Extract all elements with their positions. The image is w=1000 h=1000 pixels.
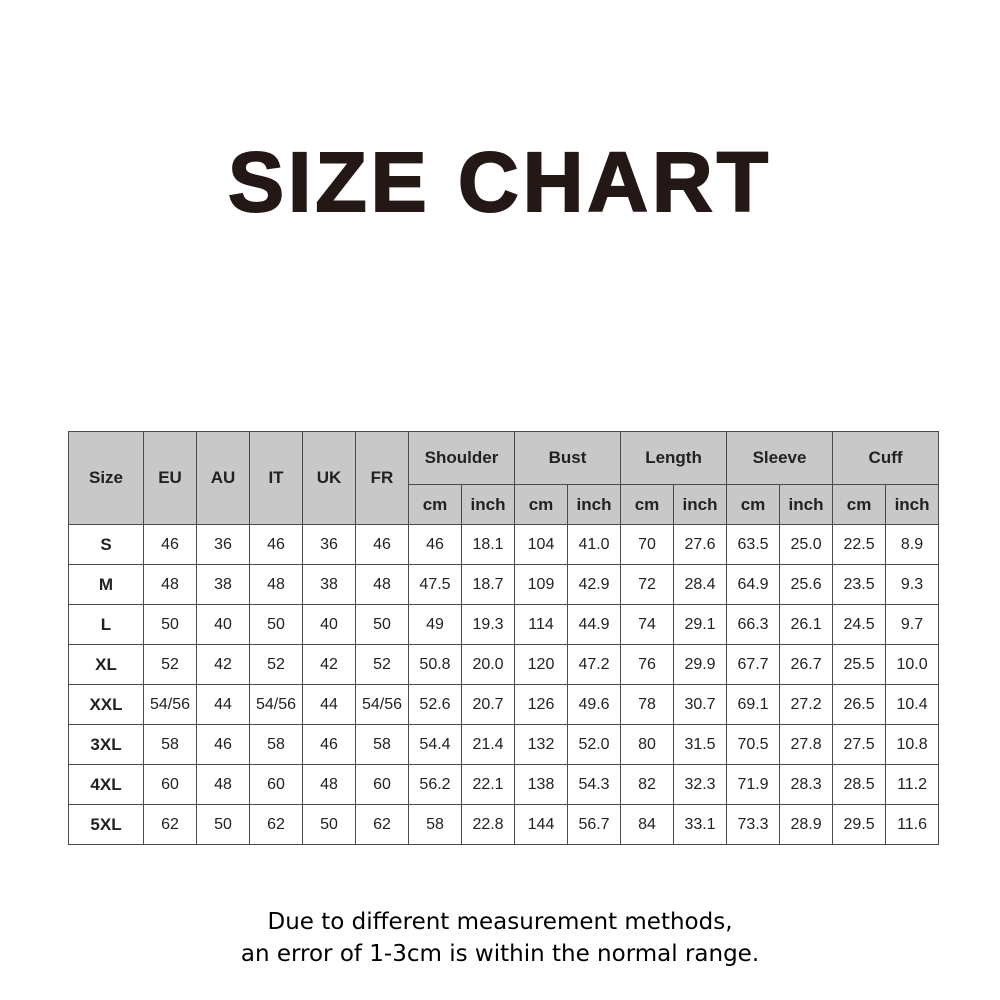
table-cell: 28.9 (780, 805, 833, 845)
table-body (69, 525, 939, 845)
table-cell: 49 (409, 605, 462, 645)
table-cell: 29.5 (833, 805, 886, 845)
unit-header-cm: cm (515, 485, 568, 525)
table-cell: 72 (621, 565, 674, 605)
table-cell: 54.3 (568, 765, 621, 805)
table-cell: 44 (197, 685, 250, 725)
table-cell: 31.5 (674, 725, 727, 765)
table-row (69, 565, 939, 605)
table-cell: 109 (515, 565, 568, 605)
table-cell: 42 (197, 645, 250, 685)
table-cell: 27.8 (780, 725, 833, 765)
table-cell: 62 (356, 805, 409, 845)
table-cell: 22.1 (462, 765, 515, 805)
table-cell: 50 (303, 805, 356, 845)
table-cell: 52 (144, 645, 197, 685)
table-cell: 46 (356, 525, 409, 565)
table-cell: 70.5 (727, 725, 780, 765)
size-cell: L (69, 605, 144, 645)
table-cell: 60 (144, 765, 197, 805)
table-cell: 120 (515, 645, 568, 685)
group-header-length: Length (621, 432, 727, 485)
unit-header-cm: cm (621, 485, 674, 525)
table-cell: 74 (621, 605, 674, 645)
table-cell: 20.0 (462, 645, 515, 685)
size-table (68, 431, 939, 845)
page-title: SIZE CHART (228, 135, 772, 229)
table-cell: 80 (621, 725, 674, 765)
size-header: Size (69, 432, 144, 525)
table-cell: 20.7 (462, 685, 515, 725)
table-cell: 52 (250, 645, 303, 685)
table-cell: 26.1 (780, 605, 833, 645)
table-cell: 10.0 (886, 645, 939, 685)
size-cell: 3XL (69, 725, 144, 765)
table-row (69, 765, 939, 805)
table-cell: 56.7 (568, 805, 621, 845)
note-line-1: Due to different measurement methods, (267, 909, 733, 935)
table-cell: 9.3 (886, 565, 939, 605)
table-cell: 54/56 (356, 685, 409, 725)
table-cell: 63.5 (727, 525, 780, 565)
measurement-note (0, 906, 1000, 970)
table-cell: 29.1 (674, 605, 727, 645)
table-cell: 28.5 (833, 765, 886, 805)
table-cell: 73.3 (727, 805, 780, 845)
table-cell: 46 (409, 525, 462, 565)
unit-header-inch: inch (568, 485, 621, 525)
table-cell: 48 (250, 565, 303, 605)
table-cell: 114 (515, 605, 568, 645)
table-cell: 104 (515, 525, 568, 565)
table-cell: 66.3 (727, 605, 780, 645)
table-cell: 36 (303, 525, 356, 565)
table-cell: 138 (515, 765, 568, 805)
group-header-cuff: Cuff (833, 432, 939, 485)
table-cell: 27.5 (833, 725, 886, 765)
table-cell: 26.7 (780, 645, 833, 685)
table-cell: 52.6 (409, 685, 462, 725)
table-cell: 144 (515, 805, 568, 845)
table-row (69, 605, 939, 645)
unit-header-inch: inch (674, 485, 727, 525)
table-cell: 54/56 (144, 685, 197, 725)
note-line-2: an error of 1-3cm is within the normal range. (240, 941, 760, 967)
table-cell: 46 (197, 725, 250, 765)
table-cell: 50.8 (409, 645, 462, 685)
table-row (69, 645, 939, 685)
table-cell: 126 (515, 685, 568, 725)
table-cell: 8.9 (886, 525, 939, 565)
table-cell: 38 (303, 565, 356, 605)
group-header-bust: Bust (515, 432, 621, 485)
table-cell: 82 (621, 765, 674, 805)
size-cell: XXL (69, 685, 144, 725)
table-cell: 47.2 (568, 645, 621, 685)
table-cell: 24.5 (833, 605, 886, 645)
region-header-fr: FR (356, 432, 409, 525)
table-cell: 48 (356, 565, 409, 605)
header-row-groups (69, 432, 939, 485)
unit-header-inch: inch (780, 485, 833, 525)
table-cell: 26.5 (833, 685, 886, 725)
table-cell: 10.4 (886, 685, 939, 725)
region-header-eu: EU (144, 432, 197, 525)
table-cell: 28.4 (674, 565, 727, 605)
table-cell: 48 (144, 565, 197, 605)
unit-header-cm: cm (727, 485, 780, 525)
table-cell: 9.7 (886, 605, 939, 645)
table-cell: 46 (303, 725, 356, 765)
size-cell: 5XL (69, 805, 144, 845)
table-cell: 71.9 (727, 765, 780, 805)
table-row (69, 525, 939, 565)
region-header-it: IT (250, 432, 303, 525)
table-cell: 84 (621, 805, 674, 845)
table-cell: 46 (144, 525, 197, 565)
table-cell: 25.6 (780, 565, 833, 605)
table-cell: 33.1 (674, 805, 727, 845)
unit-header-inch: inch (462, 485, 515, 525)
table-cell: 25.5 (833, 645, 886, 685)
table-cell: 42 (303, 645, 356, 685)
size-cell: S (69, 525, 144, 565)
table-cell: 67.7 (727, 645, 780, 685)
table-cell: 30.7 (674, 685, 727, 725)
table-cell: 29.9 (674, 645, 727, 685)
table-cell: 50 (250, 605, 303, 645)
group-header-shoulder: Shoulder (409, 432, 515, 485)
table-row (69, 725, 939, 765)
table-cell: 21.4 (462, 725, 515, 765)
size-cell: 4XL (69, 765, 144, 805)
table-cell: 58 (409, 805, 462, 845)
table-cell: 50 (197, 805, 250, 845)
table-cell: 50 (356, 605, 409, 645)
table-cell: 10.8 (886, 725, 939, 765)
region-header-uk: UK (303, 432, 356, 525)
table-cell: 58 (356, 725, 409, 765)
table-cell: 22.8 (462, 805, 515, 845)
table-cell: 44 (303, 685, 356, 725)
table-cell: 60 (250, 765, 303, 805)
table-cell: 32.3 (674, 765, 727, 805)
group-header-sleeve: Sleeve (727, 432, 833, 485)
table-cell: 50 (144, 605, 197, 645)
table-cell: 36 (197, 525, 250, 565)
table-cell: 38 (197, 565, 250, 605)
table-cell: 54/56 (250, 685, 303, 725)
table-cell: 52.0 (568, 725, 621, 765)
table-cell: 69.1 (727, 685, 780, 725)
table-cell: 56.2 (409, 765, 462, 805)
table-cell: 76 (621, 645, 674, 685)
table-cell: 58 (250, 725, 303, 765)
table-cell: 18.1 (462, 525, 515, 565)
table-cell: 23.5 (833, 565, 886, 605)
table-cell: 40 (197, 605, 250, 645)
table-cell: 40 (303, 605, 356, 645)
region-header-au: AU (197, 432, 250, 525)
table-cell: 54.4 (409, 725, 462, 765)
table-cell: 11.2 (886, 765, 939, 805)
table-cell: 27.6 (674, 525, 727, 565)
unit-header-inch: inch (886, 485, 939, 525)
unit-header-cm: cm (833, 485, 886, 525)
table-cell: 25.0 (780, 525, 833, 565)
unit-header-cm: cm (409, 485, 462, 525)
table-cell: 58 (144, 725, 197, 765)
table-cell: 78 (621, 685, 674, 725)
table-cell: 28.3 (780, 765, 833, 805)
table-cell: 41.0 (568, 525, 621, 565)
table-row (69, 685, 939, 725)
table-cell: 70 (621, 525, 674, 565)
table-cell: 46 (250, 525, 303, 565)
table-cell: 64.9 (727, 565, 780, 605)
table-cell: 19.3 (462, 605, 515, 645)
size-cell: XL (69, 645, 144, 685)
table-cell: 60 (356, 765, 409, 805)
table-row (69, 805, 939, 845)
table-cell: 62 (250, 805, 303, 845)
table-cell: 18.7 (462, 565, 515, 605)
table-cell: 44.9 (568, 605, 621, 645)
table-cell: 52 (356, 645, 409, 685)
table-cell: 27.2 (780, 685, 833, 725)
table-cell: 49.6 (568, 685, 621, 725)
table-cell: 48 (197, 765, 250, 805)
table-cell: 22.5 (833, 525, 886, 565)
table-cell: 47.5 (409, 565, 462, 605)
table-cell: 132 (515, 725, 568, 765)
table-cell: 42.9 (568, 565, 621, 605)
table-cell: 11.6 (886, 805, 939, 845)
table-cell: 62 (144, 805, 197, 845)
table-cell: 48 (303, 765, 356, 805)
size-cell: M (69, 565, 144, 605)
